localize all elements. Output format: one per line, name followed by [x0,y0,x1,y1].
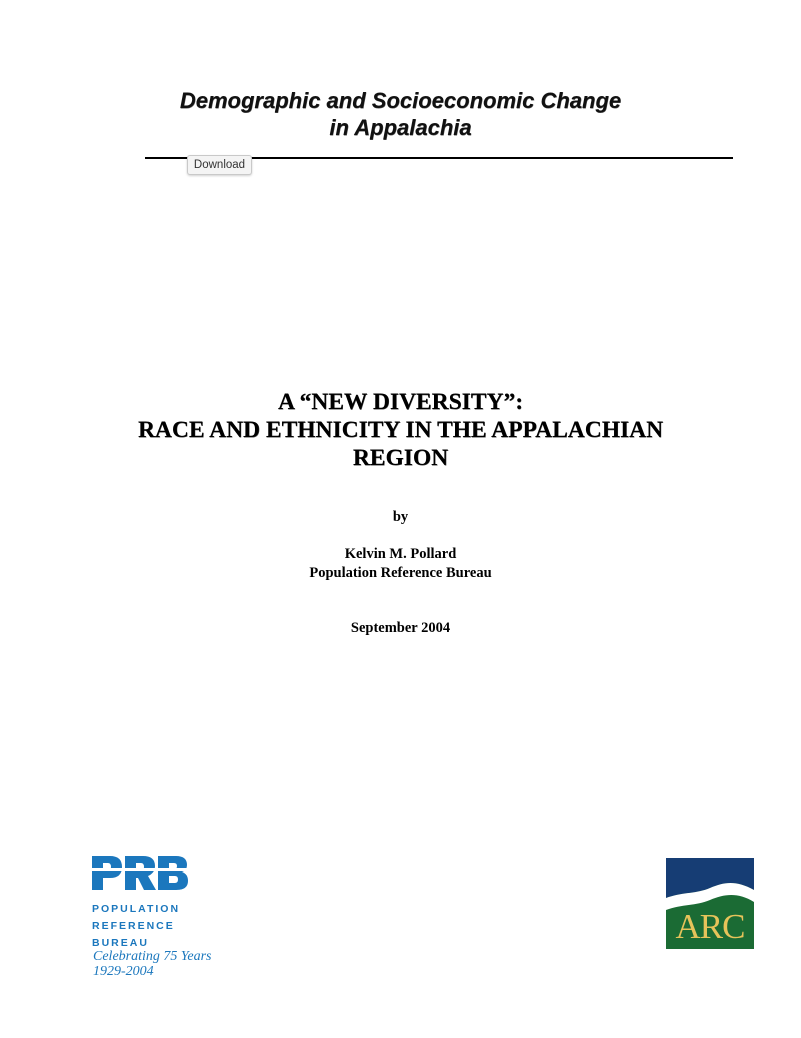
prb-logo [92,856,232,986]
series-title [0,87,801,141]
author-name: Kelvin M. Pollard [344,546,457,562]
series-title-line-2: in Appalachia [329,115,472,140]
arc-lettering: ARC [675,907,745,946]
prb-mark-icon [92,856,188,890]
series-title-line-1: Demographic and Socioeconomic Change [179,88,622,113]
prb-years-text: 1929-2004 [93,964,154,979]
prb-wordmark [92,901,180,952]
arc-logo [666,858,754,949]
report-title-line-3: REGION [352,445,449,471]
prb-line-population: POPULATION [92,903,181,915]
author-organization: Population Reference Bureau [309,565,492,581]
report-title [0,388,801,472]
prb-celebrating-text: Celebrating 75 Years [93,949,212,964]
download-button[interactable]: Download [187,155,252,175]
report-title-line-2: RACE AND ETHNICITY IN THE APPALACHIAN [137,417,664,443]
by-label: by [392,509,409,525]
report-title-line-1: A “NEW DIVERSITY”: [277,389,524,415]
prb-line-reference: REFERENCE [92,920,175,932]
prb-line-bureau: BUREAU [92,937,149,949]
prb-anniversary [93,949,212,979]
publication-date: September 2004 [350,620,451,636]
